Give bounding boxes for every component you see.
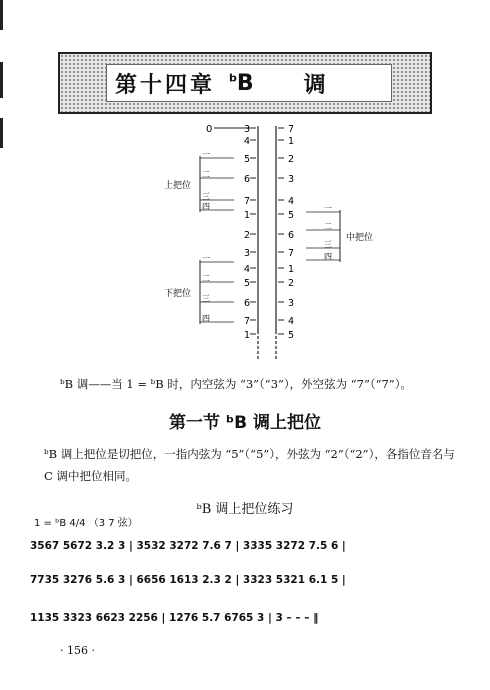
inner-note: 7 [244, 316, 251, 327]
inner-note: 6 [244, 174, 251, 185]
score-line: 7735 3276 5.6 3 | 6656 1613 2.3 2 | 3323 5321 6.1 5 | [30, 574, 346, 586]
inner-note: 3 [244, 124, 251, 135]
score-line: 1135 3323 6623 2256 | 1276 5.7 6765 3 | 3 – – – ‖ [30, 612, 319, 624]
outer-note: 6 [288, 230, 295, 241]
intro-line-1: ᵇB 调上把位是切把位，一指内弦为 “5”（“5”），外弦为 “2”（“2”），各指位音名与 [44, 447, 455, 461]
outer-note: 2 [288, 154, 295, 165]
chapter-title: 第十四章 [115, 72, 216, 98]
outer-note: 4 [288, 196, 295, 207]
inner-note: 3 [244, 248, 251, 259]
inner-note: 1 [244, 210, 251, 221]
outer-note: 1 [288, 136, 295, 147]
finger-label: 三 [324, 240, 332, 249]
scan-edge-mark [0, 118, 3, 148]
finger-label: 一 [324, 204, 332, 213]
outer-note: 4 [288, 316, 295, 327]
outer-note: 1 [288, 264, 295, 275]
score-line: 3567 5672 3.2 3 | 3532 3272 7.6 7 | 3335 3272 7.5 6 | [30, 540, 346, 552]
chapter-suffix: 调 [303, 72, 326, 98]
inner-note: 1 [244, 330, 251, 341]
outer-note: 7 [288, 124, 295, 135]
finger-label: 二 [202, 170, 210, 179]
finger-label: 四 [324, 252, 332, 261]
middle-position-label: 中把位 [346, 233, 374, 243]
outer-note: 3 [288, 298, 295, 309]
outer-note: 3 [288, 174, 295, 185]
inner-note: 4 [244, 136, 251, 147]
key-description: ᵇB 调——当 1 = ᵇB 时，内空弦为 “3”（“3”），外空弦为 “7”（“7”）。 [60, 377, 412, 391]
outer-note: 2 [288, 278, 295, 289]
flat-sign: b [229, 71, 237, 85]
chapter-banner [58, 52, 432, 114]
inner-note: 2 [244, 230, 251, 241]
inner-note: 4 [244, 264, 251, 275]
outer-note: 5 [288, 330, 295, 341]
upper-position-label: 上把位 [164, 181, 192, 191]
finger-label: 四 [202, 314, 210, 323]
outer-note: 7 [288, 248, 295, 259]
tempo-marking: 1 = ᵇB 4/4 （3 7 弦） [34, 518, 138, 529]
inner-note: 6 [244, 298, 251, 309]
chapter-key [229, 71, 254, 96]
finger-label: 一 [202, 150, 210, 159]
section-title: 第一节 ᵇB 调上把位 [169, 413, 321, 433]
inner-note: 5 [244, 278, 251, 289]
chapter-banner-inner [106, 64, 392, 102]
finger-label: 三 [202, 294, 210, 303]
chapter-key-letter: B [236, 70, 254, 96]
fingering-chart [150, 122, 374, 368]
finger-label: 三 [202, 192, 210, 201]
finger-label: 二 [202, 274, 210, 283]
outer-note: 5 [288, 210, 295, 221]
inner-note: 5 [244, 154, 251, 165]
scan-edge-mark [0, 0, 3, 30]
exercise-title: ᵇB 调上把位练习 [196, 502, 294, 517]
page-number: · 156 · [60, 644, 95, 657]
inner-note: 7 [244, 196, 251, 207]
finger-label: 一 [202, 254, 210, 263]
open-string-marker: 0 [206, 124, 213, 135]
finger-label: 四 [202, 202, 210, 211]
lower-position-label: 下把位 [164, 289, 192, 299]
intro-line-2: C 调中把位相同。 [44, 469, 137, 483]
finger-label: 二 [324, 222, 332, 231]
scan-edge-mark [0, 62, 3, 98]
